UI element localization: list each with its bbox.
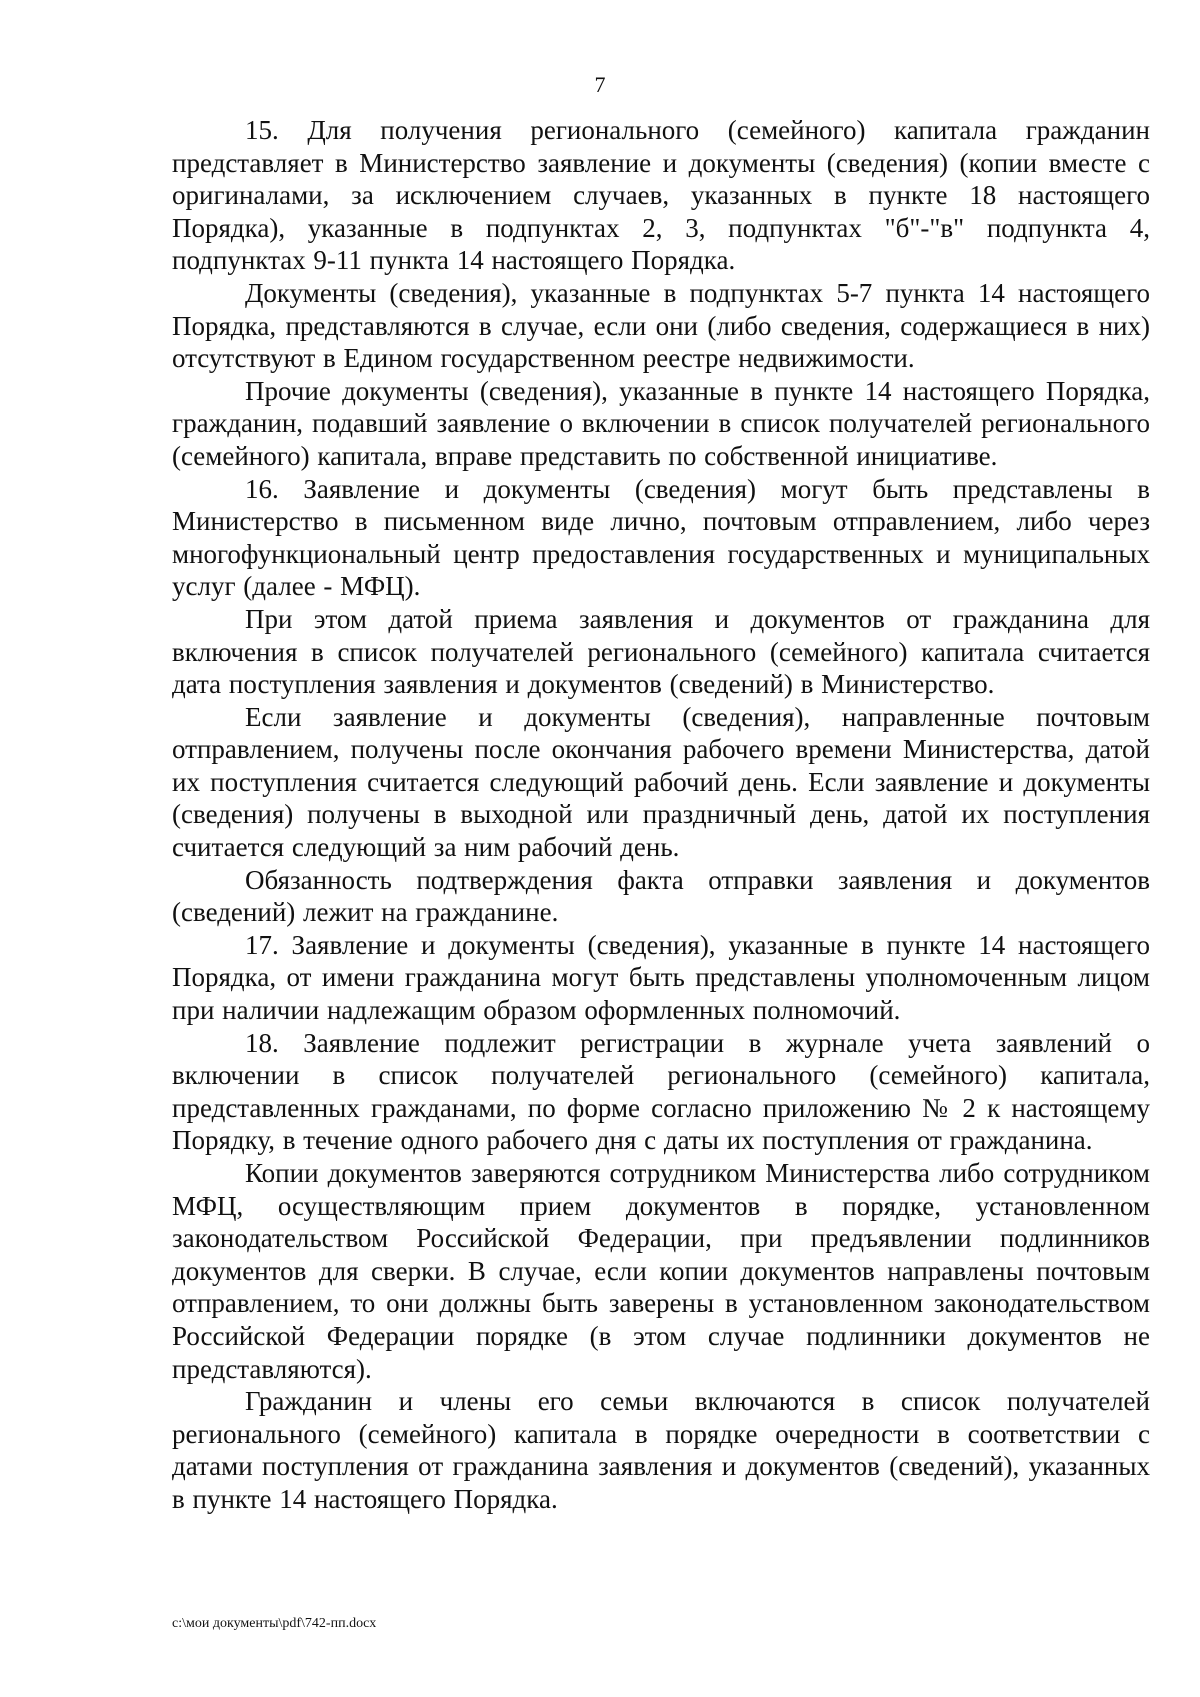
document-body xyxy=(172,114,1150,1516)
paragraph-obligation: Обязанность подтверждения факта отправки заявления и документов (сведений) лежит на гражданине. xyxy=(172,864,1150,928)
paragraph-copies-certification: Копии документов заверяются сотрудником Министерства либо сотрудником МФЦ, осуществляющим прием документов в порядке, установленном законодательством Российской Федерации, при предъявлении подлинников документов для сверки. В случае, если копии документов направлены почтовым отправлением, то они должны быть заверены в установленном законодательством Российской Федерации порядке (в этом случае подлинники документов не представляются). xyxy=(172,1158,1150,1384)
footer-file-path: c:\мои документы\pdf\742-пп.docx xyxy=(172,1616,377,1631)
paragraph-item-18: 18. Заявление подлежит регистрации в журнале учета заявлений о включении в список получателей регионального (семейного) капитала, представленных гражданами, по форме согласно приложению № 2 к настоящему Порядку, в течение одного рабочего дня с даты их поступления от гражданина. xyxy=(172,1027,1150,1156)
paragraph-item-17: 17. Заявление и документы (сведения), указанные в пункте 14 настоящего Порядка, от имени гражданина могут быть представлены уполномоченным лицом при наличии надлежащим образом оформленных полномочий. xyxy=(172,929,1150,1026)
paragraph-date-of-receipt: При этом датой приема заявления и документов от гражданина для включения в список получателей регионального (семейного) капитала считается дата поступления заявления и документов (сведений) в Министерство. xyxy=(172,603,1150,700)
paragraph-other-documents: Прочие документы (сведения), указанные в пункте 14 настоящего Порядка, гражданин, подавший заявление о включении в список получателей регионального (семейного) капитала, вправе представить по собственной инициативе. xyxy=(172,375,1150,471)
paragraph-documents-5-7: Документы (сведения), указанные в подпунктах 5-7 пункта 14 настоящего Порядка, представляются в случае, если они (либо сведения, содержащиеся в них) отсутствуют в Едином государственном реестре недвижимости. xyxy=(172,277,1150,374)
paragraph-item-16: 16. Заявление и документы (сведения) могут быть представлены в Министерство в письменном виде лично, почтовым отправлением, либо через многофункциональный центр предоставления государственных и муниципальных услуг (далее - МФЦ). xyxy=(172,473,1150,602)
paragraph-item-15: 15. Для получения регионального (семейного) капитала гражданин представляет в Министерство заявление и документы (сведения) (копии вместе с оригиналами, за исключением случаев, указанных в пункте 18 настоящего Порядка), указанные в подпунктах 2, 3, подпунктах "б"-"в" подпункта 4, подпунктах 9-11 пункта 14 настоящего Порядка. xyxy=(172,115,1150,276)
page-number: 7 xyxy=(594,72,606,97)
paragraph-postal-receipt: Если заявление и документы (сведения), направленные почтовым отправлением, получены после окончания рабочего времени Министерства, датой их поступления считается следующий рабочий день. Если заявление и документы (сведения) получены в выходной или праздничный день, датой их поступления считается следующий за ним рабочий день. xyxy=(172,701,1150,863)
paragraph-list-order: Гражданин и члены его семьи включаются в список получателей регионального (семейного) капитала в порядке очередности в соответствии с датами поступления от гражданина заявления и документов (сведений), указанных в пункте 14 настоящего Порядка. xyxy=(172,1386,1150,1514)
